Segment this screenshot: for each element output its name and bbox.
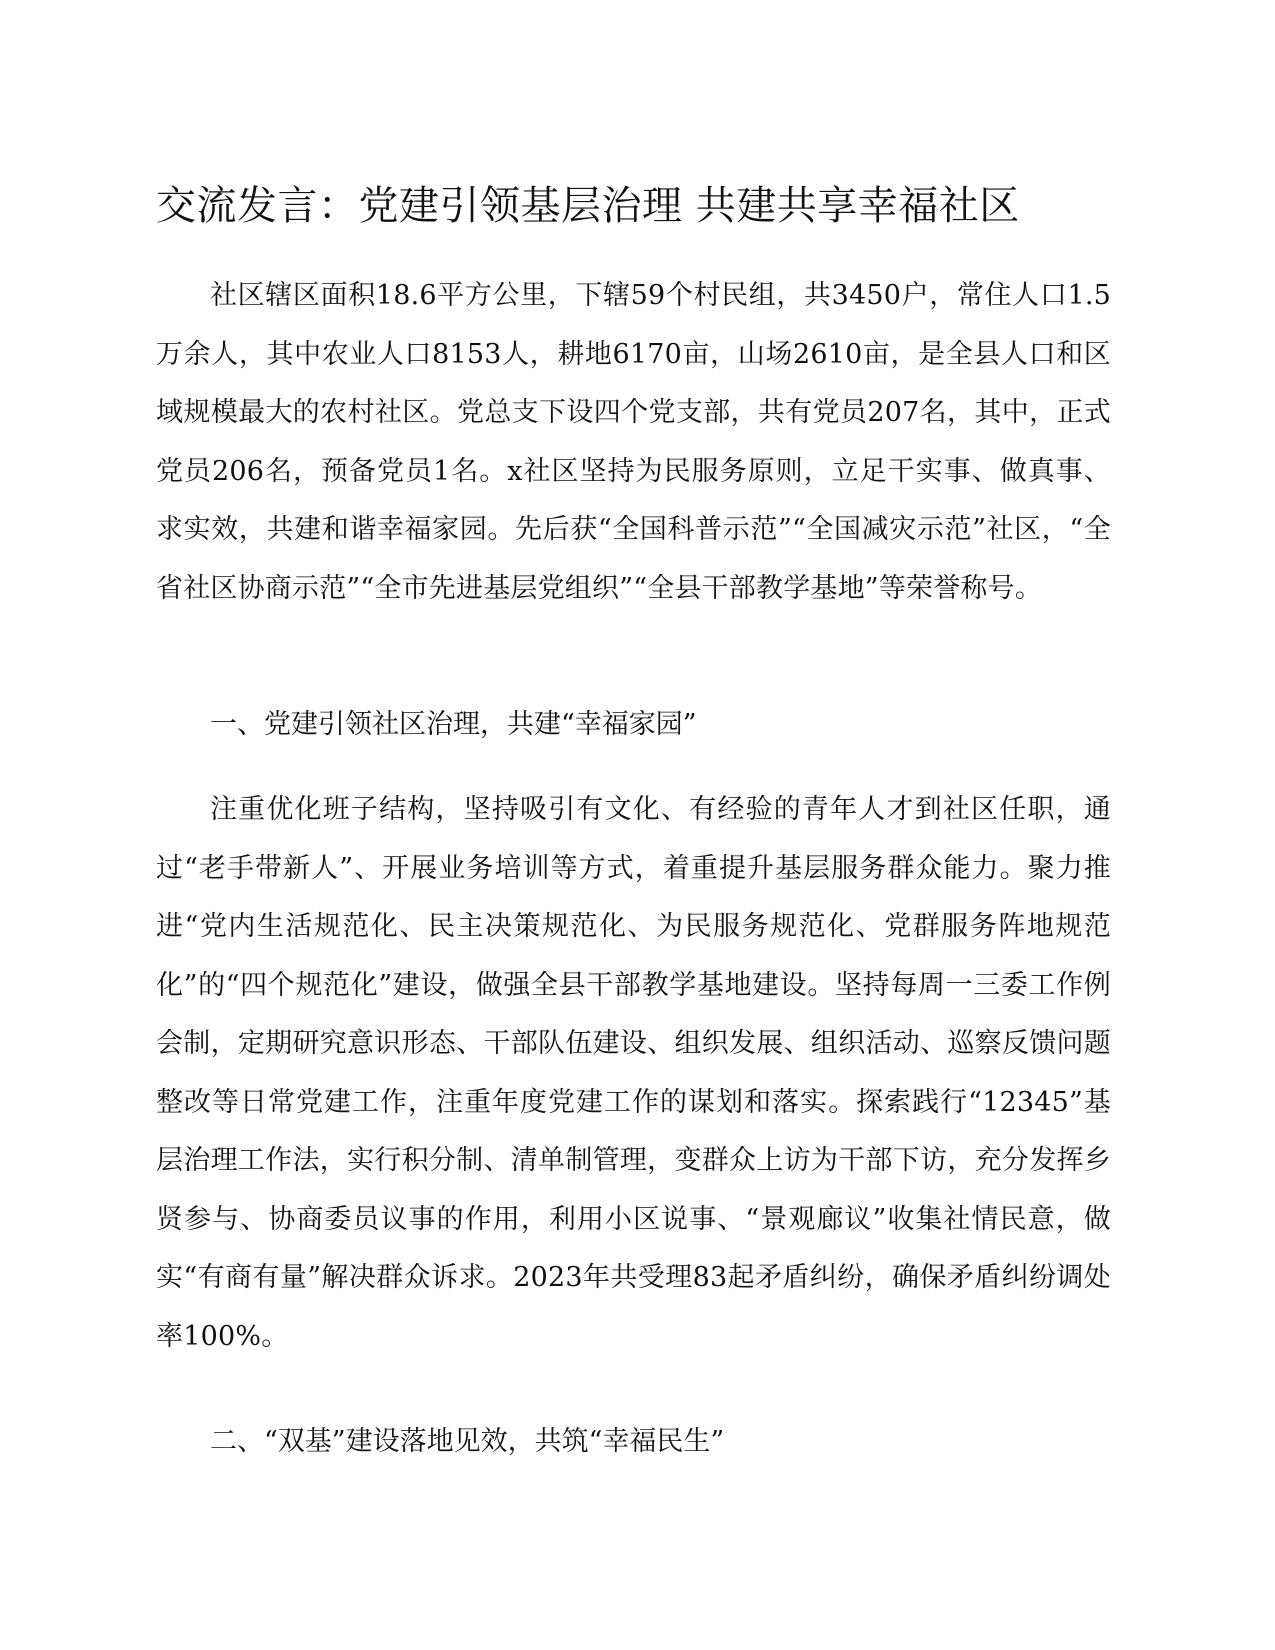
section-1-paragraph: 注重优化班子结构，坚持吸引有文化、有经验的青年人才到社区任职，通过“老手带新人”、开展业务培训等方式，着重提升基层服务群众能力。聚力推进“党内生活规范化、民主决策规范化、为民服务规范化、党群服务阵地规范化”的“四个规范化”建设，做强全县干部教学基地建设。坚持每周一三委工作例会制，定期研究意识形态、干部队伍建设、组织发展、组织活动、巡察反馈问题整改等日常党建工作，注重年度党建工作的谋划和落实。探索践行“12345”基层治理工作法，实行积分制、清单制管理，变群众上访为干部下访，充分发挥乡贤参与、协商委员议事的作用，利用小区说事、“景观廊议”收集社情民意，做实“有商有量”解决群众诉求。2023年共受理83起矛盾纠纷，确保矛盾纠纷调处率100%。 <box>156 794 1111 1352</box>
intro-paragraph: 社区辖区面积18.6平方公里，下辖59个村民组，共3450户，常住人口1.5万余人，其中农业人口8153人，耕地6170亩，山场2610亩，是全县人口和区域规模最大的农村社区。党总支下设四个党支部，共有党员207名，其中，正式党员206名，预备党员1名。x社区坚持为民服务原则，立足干实事、做真事、求实效，共建和谐幸福家园。先后获“全国科普示范”“全国减灾示范”社区，“全省社区协商示范”“全市先进基层党组织”“全县干部教学基地”等荣誉称号。 <box>156 280 1111 604</box>
document-title: 交流发言：党建引领基层治理 共建共享幸福社区 <box>156 183 1020 229</box>
section-heading-1: 一、党建引领社区治理，共建“幸福家园” <box>210 709 697 740</box>
section-heading-2: 二、“双基”建设落地见效，共筑“幸福民生” <box>210 1426 725 1457</box>
